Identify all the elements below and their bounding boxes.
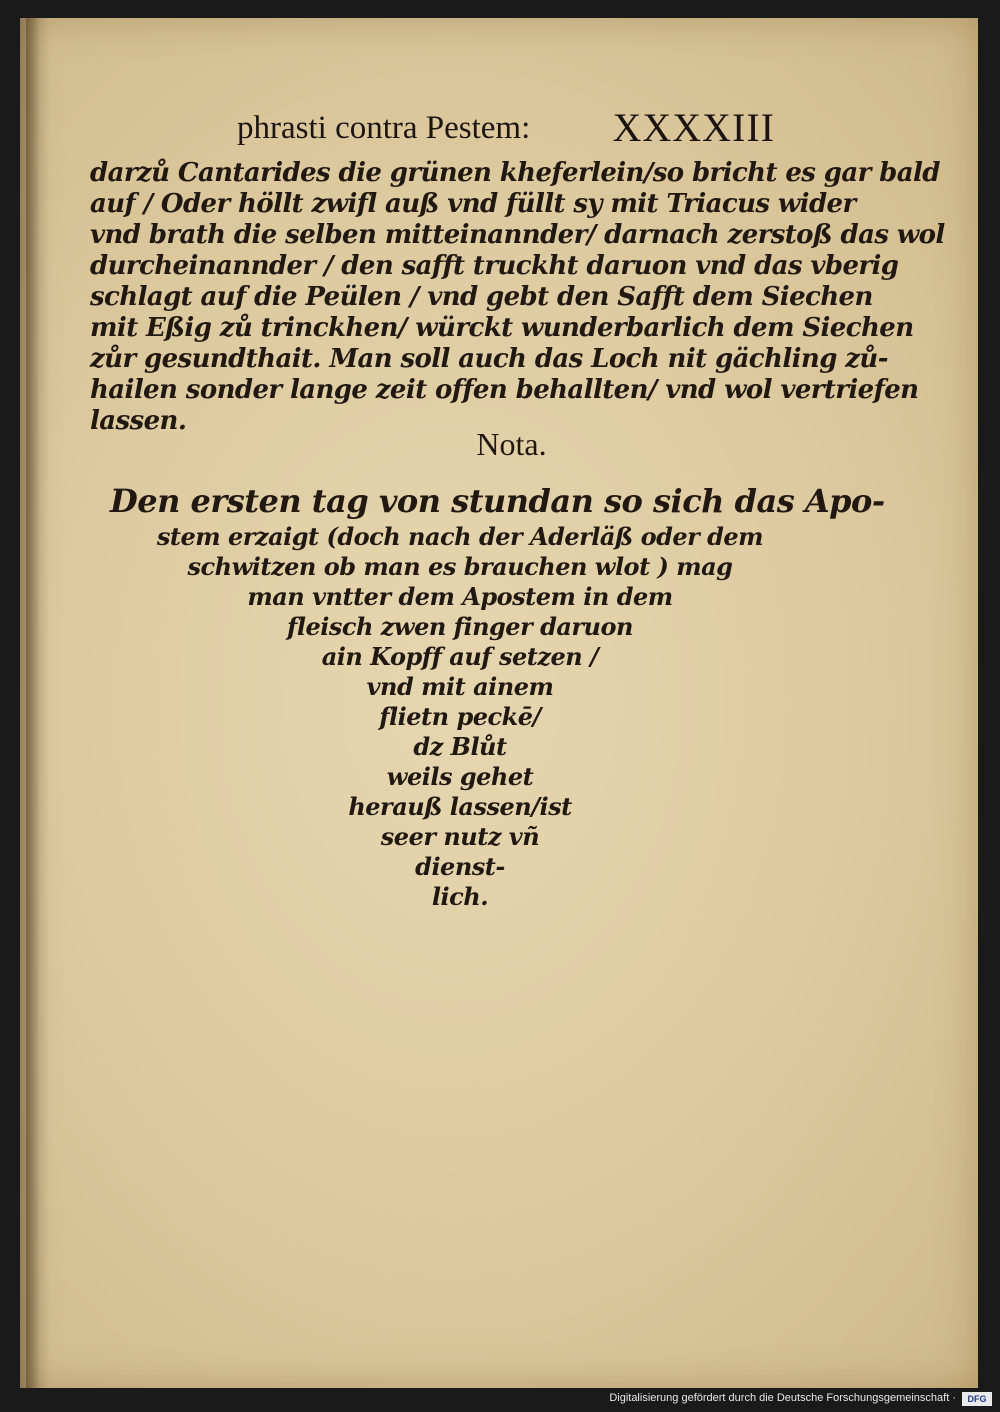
main-paragraph (90, 158, 945, 437)
running-head-title: phrasti contra Pestem: (237, 110, 531, 146)
text-line: schlagt auf die Peülen / vnd gebt den Safft dem Siechen (90, 282, 873, 312)
nota-line: Den ersten tag von stundan so sich das Apo- (110, 482, 885, 520)
folio-number: XXXXIII (612, 105, 775, 150)
dfg-logo: DFG (962, 1392, 992, 1406)
nota-line: flietn peckē/ (379, 702, 541, 731)
text-line: lassen. (90, 406, 187, 436)
nota-line: vnd mit ainem (366, 672, 554, 701)
text-line: vnd brath die selben mitteinannder/ darnach zerstoß das wol (90, 220, 945, 250)
binding-spine (26, 18, 40, 1388)
nota-line: seer nutz vñ (380, 822, 540, 851)
nota-line: lich. (431, 882, 489, 911)
nota-line: fleisch zwen finger daruon (287, 612, 633, 641)
nota-line: weils gehet (386, 762, 534, 791)
funding-credit: Digitalisierung gefördert durch die Deutsche Forschungsgemeinschaft · (609, 1392, 956, 1404)
nota-inverted-triangle-text (110, 480, 885, 912)
text-line: zůr gesundthait. Man soll auch das Loch nit gächling zů- (90, 344, 888, 374)
footer-bar (0, 1388, 1000, 1412)
nota-line: ain Kopff auf setzen / (321, 642, 599, 671)
book-page (20, 18, 978, 1388)
nota-line: schwitzen ob man es brauchen wlot ) mag (187, 552, 733, 581)
text-line: hailen sonder lange zeit offen behallten/ vnd wol vertriefen (90, 375, 919, 405)
text-line: mit Eßig zů trinckhen/ würckt wunderbarlich dem Siechen (90, 313, 914, 343)
nota-line: dienst- (415, 852, 505, 881)
nota-line: man vntter dem Apostem in dem (247, 582, 673, 611)
text-line: darzů Cantarides die grünen kheferlein/so bricht es gar bald (90, 158, 940, 188)
running-head (215, 96, 775, 156)
nota-heading: Nota. (476, 426, 547, 462)
nota-line: dz Blůt (413, 732, 507, 761)
nota-line: herauß lassen/ist (348, 792, 572, 821)
text-line: durcheinannder / den safft truckht daruon vnd das vberig (90, 251, 899, 281)
text-line: auf / Oder höllt zwifl auß vnd füllt sy mit Triacus wider (90, 189, 856, 219)
nota-line: stem erzaigt (doch nach der Aderläß oder dem (156, 522, 764, 551)
